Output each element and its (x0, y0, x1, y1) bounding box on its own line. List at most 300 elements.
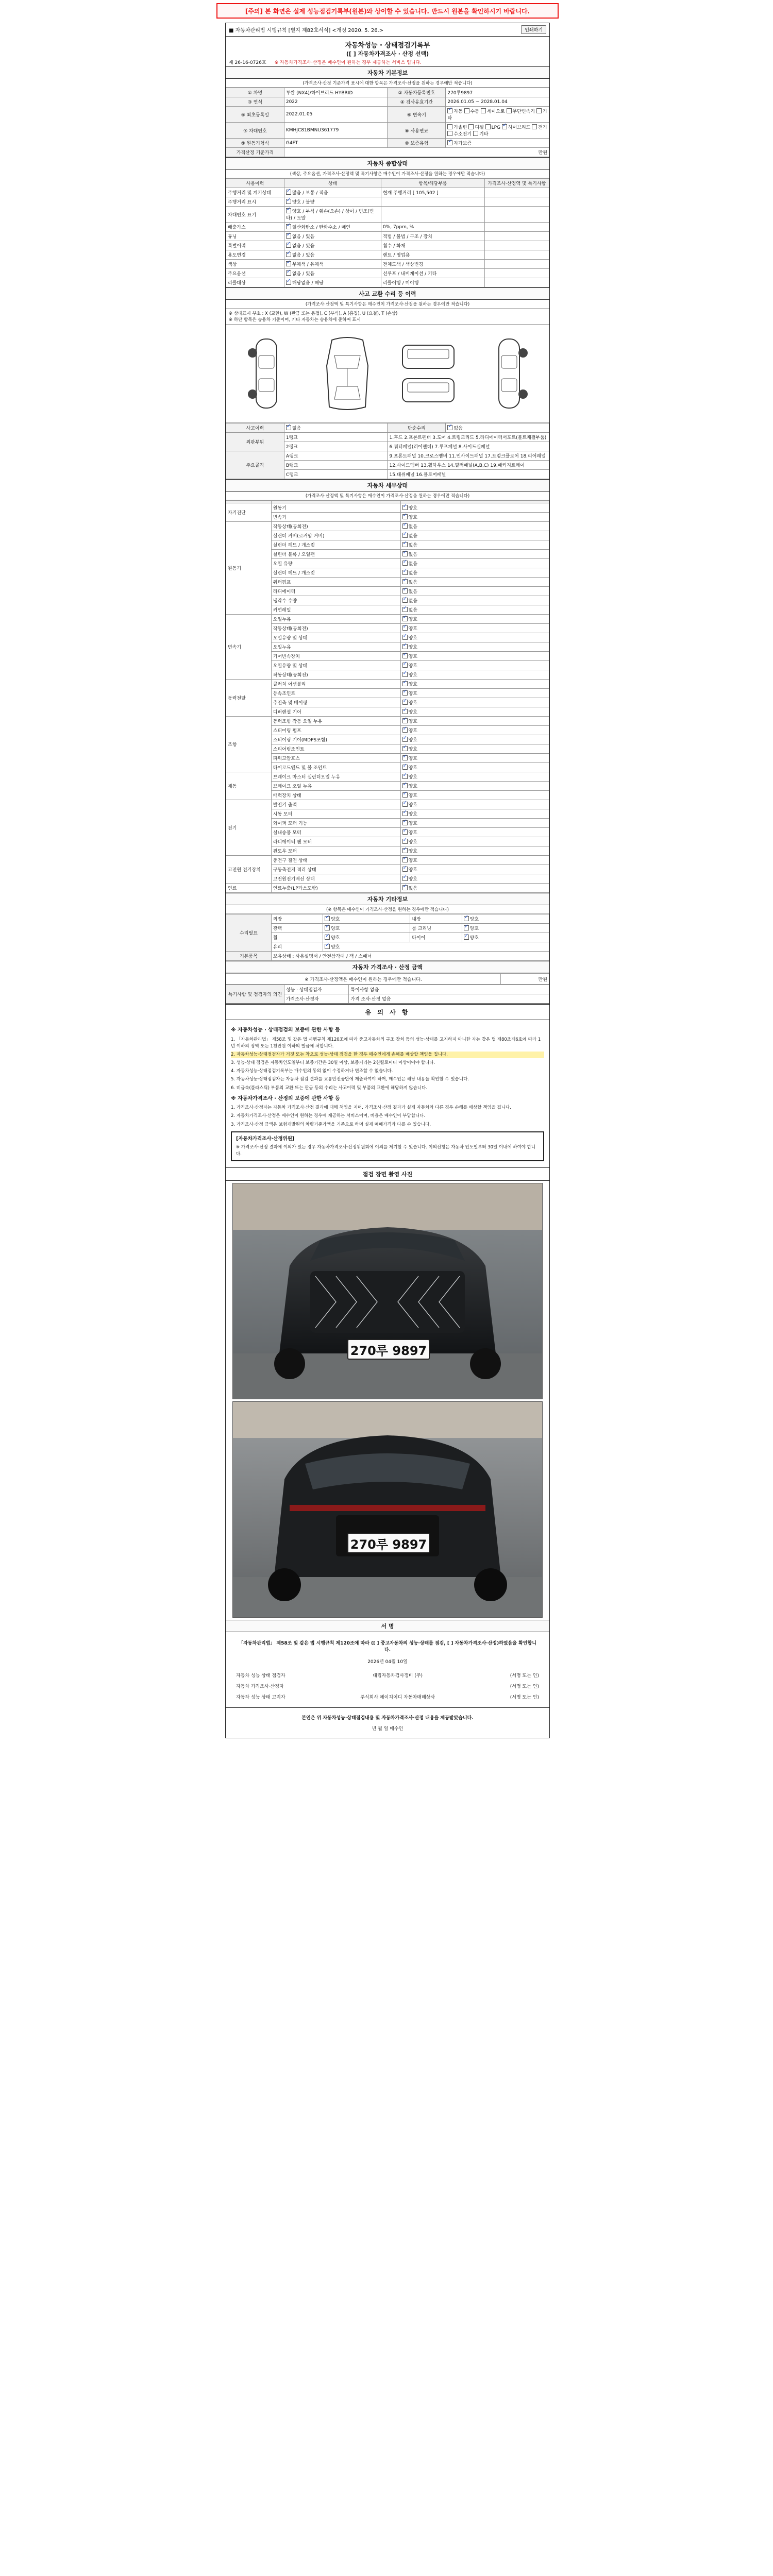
checkbox-icon (325, 916, 330, 921)
state-text: 없음 (408, 599, 417, 604)
special-table (226, 985, 549, 1004)
table-row (226, 559, 549, 568)
table-row (226, 179, 549, 188)
table-row (226, 642, 549, 652)
other-section-title: 자동차 기타정보 (226, 893, 549, 905)
label-inspector: 성능 · 상태점검자 (284, 985, 348, 994)
detail-item-state (400, 707, 549, 717)
opt-hydrogen: 수소전기 (453, 132, 472, 137)
notes-paragraph: 4. 자동차성능·상태점검기록부는 매수인의 동의 없이 수정하거나 변조할 수 없습니다. (231, 1069, 393, 1074)
sign-line (236, 1670, 539, 1681)
row-label: 차대번호 표기 (226, 207, 284, 223)
checkbox-icon (325, 935, 330, 940)
checkbox-icon (402, 533, 408, 538)
checkbox-icon (402, 848, 408, 853)
table-row (226, 828, 549, 837)
car-top-icon (309, 335, 386, 412)
checkbox-icon (402, 755, 408, 760)
table-row (226, 503, 549, 513)
detail-item-state (400, 540, 549, 550)
detail-item-state (400, 809, 549, 819)
row-note: 적법 / 불법 / 구조 / 장치 (381, 232, 484, 241)
opt-other: 기타 (447, 109, 547, 121)
checkbox-icon (286, 252, 291, 257)
rank-label: B랭크 (284, 461, 388, 470)
label-vin: ⑦ 차대번호 (226, 123, 284, 139)
state-text: 없음 (408, 589, 417, 595)
table-row (226, 846, 549, 856)
checkbox-icon (402, 876, 408, 881)
detail-item-label: 시동 모터 (271, 809, 400, 819)
checkbox-icon (402, 663, 408, 668)
col-price: 가격조사·산정액 및 특기사항 (484, 179, 549, 188)
row-note (381, 207, 484, 223)
detail-group-label: 제동 (226, 772, 272, 800)
table-row (226, 540, 549, 550)
opt-diesel: 디젤 (475, 125, 484, 130)
checkbox-icon (402, 700, 408, 705)
checkbox-icon (402, 783, 408, 788)
checkbox-icon (402, 523, 408, 529)
row-price (484, 223, 549, 232)
row-state (284, 197, 381, 207)
row-label: 타이어 (410, 933, 462, 942)
accident-text: 없음 (292, 426, 301, 431)
checkbox-icon (325, 925, 330, 930)
checkbox-icon (286, 199, 291, 204)
row-state (284, 269, 381, 278)
value-car-name: 투싼 (NX4)/하이브리드 HYBRID (284, 88, 388, 97)
checkbox-icon (286, 280, 291, 285)
table-row (226, 652, 549, 661)
table-row (226, 522, 549, 531)
value-vin: KMHJC81BMNU361779 (284, 123, 388, 139)
overall-section-title: 자동차 종합상태 (226, 157, 549, 170)
sign-title: 서 명 (226, 1620, 549, 1632)
row-state (284, 250, 381, 260)
detail-item-state (400, 865, 549, 874)
detail-item-state (400, 559, 549, 568)
row-price (484, 207, 549, 223)
doc-meta (226, 58, 549, 66)
checkbox-icon (502, 124, 507, 129)
table-row (226, 123, 549, 139)
detail-item-label: 작동상태(공회전) (271, 670, 400, 680)
detail-item-label: 충전구 절연 상태 (271, 856, 400, 865)
detail-item-label: 냉각수 수량 (271, 596, 400, 605)
detail-group-label: 자기진단 (226, 503, 272, 522)
opt-cvt: 무단변속기 (512, 109, 535, 114)
detail-item-state (400, 828, 549, 837)
row-state (284, 223, 381, 232)
detail-item-label: 와이퍼 모터 기능 (271, 819, 400, 828)
table-row (226, 933, 549, 942)
rank-label: C랭크 (284, 470, 388, 479)
detail-table (226, 500, 549, 893)
basic-table (226, 88, 549, 157)
accident-legend (226, 309, 549, 325)
detail-item-label: 기어변속장치 (271, 652, 400, 661)
row-label: 주요옵션 (226, 269, 284, 278)
checkbox-icon (402, 746, 408, 751)
checkbox-icon (402, 561, 408, 566)
accident-section-title: 사고 교환 수리 등 이력 (226, 287, 549, 300)
sign-statement: 「자동차관리법」 제58조 및 같은 법 시행규칙 제120조에 따라 ([ ] 중고자동차의 성능·상태를 점검, [ ] 자동차가격조사·산정)하였음을 확인합니다. (239, 1641, 536, 1653)
checkbox-icon (402, 829, 408, 835)
detail-item-state (400, 763, 549, 772)
state-text: 양호 (408, 784, 417, 789)
detail-item-label: 실내송풍 모터 (271, 828, 400, 837)
row-price (484, 269, 549, 278)
value-fuel (446, 123, 549, 139)
table-row (226, 513, 549, 522)
detail-group-label: 전기 (226, 800, 272, 856)
price-unit: 만원 (500, 974, 549, 985)
value-base-price: 만원 (284, 148, 549, 157)
detail-item-state (400, 633, 549, 642)
notes-paragraph: 2. 자동차성능·상태점검자가 거짓 또는 착오로 성능·상태 점검을 한 경우 매수인에게 손해를 배상할 책임을 집니다. (231, 1052, 544, 1058)
rank-items: 15.대쉬패널 16.플로어패널 (388, 470, 549, 479)
row-state (323, 933, 410, 942)
detail-item-state (400, 661, 549, 670)
state-text: 양호 (408, 868, 417, 873)
state-text: 양호 (408, 831, 417, 836)
value-plate: 270루9897 (446, 88, 549, 97)
row-note: 전체도색 / 색상변경 (381, 260, 484, 269)
checkbox-icon (286, 208, 291, 213)
label-year: ③ 연식 (226, 97, 284, 107)
sign-placeholder: (서명 또는 인) (510, 1684, 539, 1690)
detail-item-label: 등속조인트 (271, 689, 400, 698)
table-row (226, 856, 549, 865)
inspection-record (225, 23, 550, 1738)
col-note: 항목/해당부품 (381, 179, 484, 188)
table-row (226, 670, 549, 680)
checkbox-icon (402, 588, 408, 594)
state-text: 양호 (469, 926, 479, 931)
price-note: ※ 가격조사·산정액은 매수인이 원하는 경우에만 적습니다. (226, 974, 501, 985)
table-row (226, 782, 549, 791)
other-table (226, 914, 549, 961)
row-label: 주행거리 및 계기상태 (226, 188, 284, 197)
state-text: 양호 (408, 747, 417, 752)
page-title: 자동차성능 · 상태점검기록부 (345, 42, 430, 49)
notes-paragraph: 6. 비금속(플라스틱) 부품의 교환 또는 판금 등의 수리는 사고이력 및 부품의 교환에 해당하지 않습니다. (231, 1085, 428, 1091)
value-accident (284, 423, 388, 433)
state-text: 없음 (408, 608, 417, 613)
detail-item-label: 브레이크 마스터 실린더오일 누유 (271, 772, 400, 782)
notes-paragraph: 1. 가격조사·산정자는 자동차 가격조사·산정 결과에 대해 책임을 지며, 가격조사·산정 결과가 실제 자동차와 다른 경우 손해를 배상할 책임을 집니다. (231, 1105, 511, 1111)
state-text: 양호 (408, 664, 417, 669)
table-row (226, 260, 549, 269)
table-row (226, 578, 549, 587)
detail-item-state (400, 652, 549, 661)
table-row (226, 241, 549, 250)
label-car-name: ① 차명 (226, 88, 284, 97)
detail-item-state (400, 800, 549, 809)
checkbox-icon (447, 425, 452, 430)
detail-item-label: 라디에이터 (271, 587, 400, 596)
checkbox-icon (402, 867, 408, 872)
row-state (462, 924, 549, 933)
table-row (226, 633, 549, 642)
state-text: 없음 (408, 534, 417, 539)
checkbox-icon (464, 108, 469, 113)
label-repair-needed: 수리필요 (226, 914, 272, 952)
row-note: 렌트 / 영업용 (381, 250, 484, 260)
state-text: 양호 / 부식 / 훼손(오손) / 상이 / 변조(변타) / 도말 (285, 209, 374, 221)
checkbox-icon (402, 885, 408, 890)
table-row (226, 800, 549, 809)
checkbox-icon (402, 653, 408, 658)
checkbox-icon (402, 551, 408, 556)
footer-text: 본인은 위 자동차성능·상태점검내용 및 자동차가격조사·산정 내용을 제공받았습니다. (301, 1716, 474, 1721)
notes-paragraph: 2. 자동차가격조사·산정은 매수인이 원하는 경우에 제공하는 서비스이며, 비용은 매수인이 부담합니다. (231, 1113, 426, 1119)
value-simple-repair (446, 423, 549, 433)
simple-repair-text: 없음 (453, 426, 463, 431)
row-state (462, 933, 549, 942)
detail-item-label: 오일누유 (271, 642, 400, 652)
detail-group-label: 연료 (226, 884, 272, 893)
label-simple-repair: 단순수리 (388, 423, 446, 433)
detail-item-label: 오일 유량 (271, 559, 400, 568)
basic-section-title: 자동차 기본정보 (226, 66, 549, 79)
row-price (484, 260, 549, 269)
checkbox-icon (402, 579, 408, 584)
table-row (226, 433, 549, 442)
sign-label: 자동차 가격조사·산정자 (236, 1684, 284, 1690)
detail-item-state (400, 782, 549, 791)
state-text: 없음 / 있음 (292, 272, 315, 277)
label-accident: 사고이력 (226, 423, 284, 433)
checkbox-icon (402, 681, 408, 686)
state-text: 양호 (408, 719, 417, 724)
notes-section (226, 1020, 549, 1167)
notes-title: 유 의 사 항 (226, 1004, 549, 1020)
opt-ev: 전기 (538, 125, 547, 130)
row-label: 룸 크리닝 (410, 924, 462, 933)
row-note: 리콜이행 / 미이행 (381, 278, 484, 287)
state-text: 양호 (408, 840, 417, 845)
photos-title: 점검 장면 촬영 사진 (226, 1167, 549, 1181)
print-button[interactable]: 인쇄하기 (521, 25, 546, 34)
detail-item-state (400, 680, 549, 689)
car-rear-photo-icon (233, 1402, 542, 1617)
detail-item-label: 오일유량 및 상태 (271, 661, 400, 670)
detail-item-label: 윈도우 모터 (271, 846, 400, 856)
row-label: 리콜대상 (226, 278, 284, 287)
state-text: 많음 / 보통 / 적음 (292, 191, 328, 196)
table-row (226, 726, 549, 735)
detail-item-label: 작동상태(공회전) (271, 624, 400, 633)
row-note: 선루프 / 내비게이션 / 기타 (381, 269, 484, 278)
label-base-price: 가격산정 기준가격 (226, 148, 284, 157)
state-text: 양호 (408, 636, 417, 641)
detail-item-label: 스티어링조인트 (271, 744, 400, 754)
state-text: 양호 (408, 515, 417, 520)
detail-group-label: 조향 (226, 717, 272, 772)
detail-item-label: 연료누출(LP가스포함) (271, 884, 400, 893)
checkbox-icon (286, 224, 291, 229)
checkbox-icon (286, 261, 291, 266)
accident-table (226, 423, 549, 479)
detail-item-label: 타이로드엔드 및 볼 조인트 (271, 763, 400, 772)
state-text: 없음 (408, 543, 417, 548)
detail-item-label: 스티어링 기어(MDPS포함) (271, 735, 400, 744)
sign-value: 대림자동차검사정비 (주) (373, 1673, 423, 1679)
doc-number: 제 26-16-0726호 (229, 60, 266, 65)
checkbox-icon (402, 765, 408, 770)
table-row (226, 605, 549, 615)
checkbox-icon (286, 190, 291, 195)
photo-rear (232, 1401, 543, 1618)
checkbox-icon (464, 916, 469, 921)
table-row (226, 661, 549, 670)
state-text: 양호 (331, 926, 340, 931)
detail-item-state (400, 587, 549, 596)
row-state (284, 188, 381, 197)
detail-item-label: 디퍼렌셜 기어 (271, 707, 400, 717)
state-text: 양호 (408, 775, 417, 780)
detail-item-state (400, 717, 549, 726)
table-row (226, 88, 549, 97)
row-label: 광택 (271, 924, 323, 933)
row-price (484, 241, 549, 250)
checkbox-icon (402, 690, 408, 696)
value-engine: G4FT (284, 139, 388, 148)
checkbox-icon (402, 718, 408, 723)
table-row (226, 884, 549, 893)
detail-item-state (400, 596, 549, 605)
rank-items: 1.후드 2.프론트펜더 3.도어 4.트렁크리드 5.라디에이터서포트(볼트체결부품) (388, 433, 549, 442)
detail-item-label: 실린더 헤드 / 개스킷 (271, 568, 400, 578)
checkbox-icon (402, 570, 408, 575)
table-row (226, 615, 549, 624)
label-warranty: ⑩ 보증유형 (388, 139, 446, 148)
row-state (284, 241, 381, 250)
form-label: ■ 자동차관리법 시행규칙 [별지 제82호서식] <개정 2020. 5. 26.> (229, 28, 384, 33)
detail-group-label: 원동기 (226, 522, 272, 615)
photo-front (232, 1183, 543, 1399)
rank-items: 12.사이드멤버 13.휠하우스 14.필러패널(A,B,C) 19.패키지트레이 (388, 461, 549, 470)
state-text: 없음 / 있음 (292, 253, 315, 258)
table-row (226, 689, 549, 698)
detail-section-note: (가격조사·산정액 및 특기사항은 매수인이 가격조사·산정을 원하는 경우에만 적습니다) (226, 492, 549, 500)
notes-paragraph: 1. 「자동차관리법」 제58조 및 같은 법 시행규칙 제120조에 따라 중고자동차의 구조·장치 등의 성능·상태를 고지하지 아니한 자는 같은 법 제80조제6호에 따라 1년 이하의 징역 또는 1천만원 이하의 벌금에 처합니다. (231, 1037, 541, 1049)
detail-item-label: 작동상태(공회전) (271, 522, 400, 531)
detail-item-label: 발전기 출력 (271, 800, 400, 809)
value-warranty (446, 139, 549, 148)
state-text: 양호 (408, 626, 417, 632)
label-inspection-period: ④ 검사유효기간 (388, 97, 446, 107)
checkbox-icon (402, 625, 408, 631)
state-text: 양호 (408, 756, 417, 761)
state-text: 양호 (408, 812, 417, 817)
detail-item-state (400, 513, 549, 522)
table-row (226, 107, 549, 123)
checkbox-icon (402, 839, 408, 844)
detail-item-label: 고전원전기배선 상태 (271, 874, 400, 884)
detail-item-state (400, 884, 549, 893)
state-text: 없음 (408, 886, 417, 891)
price-section-title: 자동차 가격조사 · 산정 금액 (226, 961, 549, 973)
table-row (226, 423, 549, 433)
detail-item-state (400, 531, 549, 540)
state-text: 양호 (331, 945, 340, 950)
table-row (226, 223, 549, 232)
state-text: 양호 (408, 858, 417, 863)
doc-note: ※ 자동차가격조사·산정은 매수인이 원하는 경우 제공하는 서비스 입니다. (274, 60, 422, 65)
rank-items: 9.프론트패널 10.크로스멤버 11.인사이드패널 17.트렁크플로어 18.리어패널 (388, 451, 549, 461)
detail-item-state (400, 754, 549, 763)
sign-label: 자동차 성능 상태 고지자 (236, 1695, 285, 1701)
dispute-title: [자동차가격조사·산정위원] (236, 1136, 295, 1142)
label-special: 특기사항 및 점검자의 의견 (226, 985, 284, 1004)
table-row (226, 451, 549, 461)
table-row (226, 148, 549, 157)
state-text: 양호 (408, 701, 417, 706)
detail-item-state (400, 642, 549, 652)
table-row (226, 250, 549, 260)
detail-item-state (400, 819, 549, 828)
detail-item-label: 클러치 어셈블리 (271, 680, 400, 689)
opt-gasoline: 가솔린 (453, 125, 467, 130)
notes-paragraph: 3. 가격조사·산정 금액은 보험개발원의 차량기준가액을 기준으로 하며 실제 매매가격과 다를 수 있습니다. (231, 1122, 431, 1127)
detail-item-label: 원동기 (271, 503, 400, 513)
legend-line: ※ 하단 항목은 승용차 기준이며, 기타 자동차는 승용차에 준하여 표시 (229, 317, 361, 323)
state-text: 양호 (408, 645, 417, 650)
value-inspection-period: 2026.01.05 ~ 2028.01.04 (446, 97, 549, 107)
table-row (226, 278, 549, 287)
label-transmission: ⑥ 변속기 (388, 107, 446, 123)
detail-item-state (400, 522, 549, 531)
state-text: 양호 (408, 821, 417, 826)
table-row (226, 837, 549, 846)
car-side-right-icon (470, 335, 548, 412)
dispute-text: ※ 가격조사·산정 결과에 이의가 있는 경우 자동차가격조사·산정위원회에 이의를 제기할 수 있습니다. 이의신청은 자동차 인도일부터 30일 이내에 하여야 합니다. (236, 1144, 536, 1157)
checkbox-icon (402, 635, 408, 640)
checkbox-icon (402, 598, 408, 603)
table-row (226, 754, 549, 763)
state-text: 양호 (408, 728, 417, 734)
checkbox-icon (402, 672, 408, 677)
table-row (226, 791, 549, 800)
row-note (381, 197, 484, 207)
row-note: 침수 / 화재 (381, 241, 484, 250)
state-text: 무채색 / 유채색 (292, 262, 324, 267)
table-row (226, 531, 549, 540)
row-state (284, 232, 381, 241)
license-plate: 270루 9897 (347, 1339, 430, 1360)
opt-auto: 자동 (453, 109, 463, 114)
checkbox-icon (402, 792, 408, 798)
rank-label: 1랭크 (284, 433, 388, 442)
table-row (226, 698, 549, 707)
rank-label: A랭크 (284, 451, 388, 461)
sign-line (236, 1681, 539, 1691)
state-text: 양호 (408, 849, 417, 854)
checkbox-icon (402, 616, 408, 621)
car-side-left-icon (228, 335, 305, 412)
row-price (484, 232, 549, 241)
notes-heading: ※ 자동차가격조사 · 산정의 보증에 관한 사항 등 (231, 1095, 340, 1101)
row-label: 용도변경 (226, 250, 284, 260)
rank-label: 2랭크 (284, 442, 388, 451)
state-text: 양호 (408, 654, 417, 659)
table-row (226, 914, 549, 924)
checkbox-icon (468, 124, 474, 129)
checkbox-icon (532, 124, 537, 129)
